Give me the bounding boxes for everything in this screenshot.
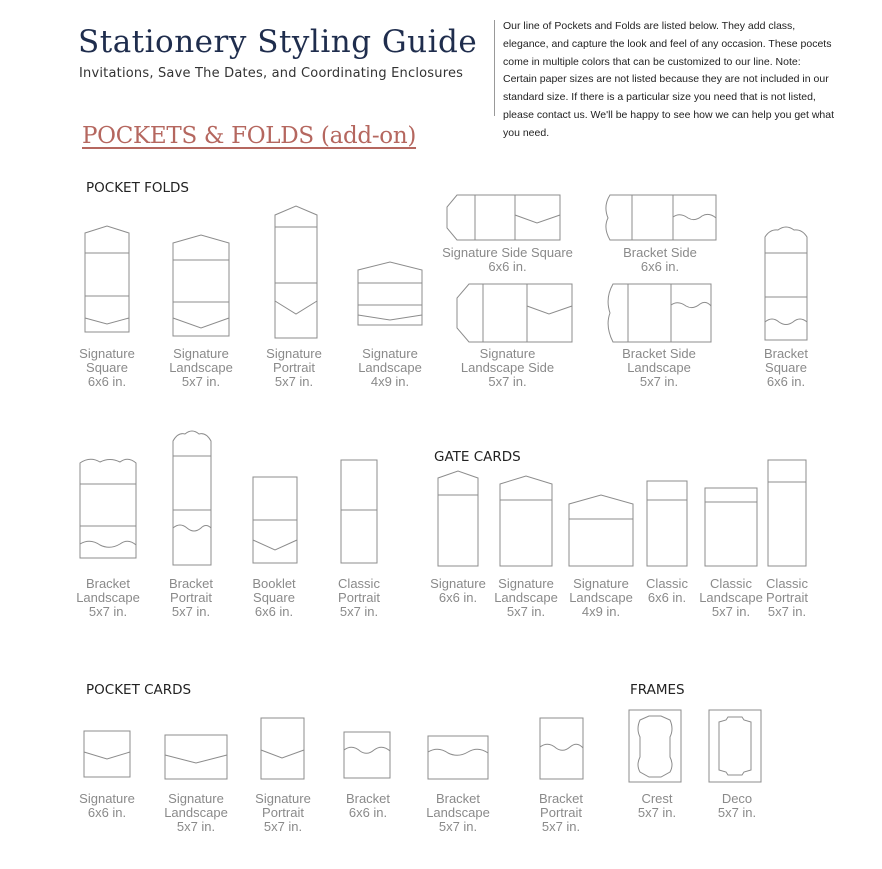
- gate-signature-6x6-diagram: [438, 471, 478, 566]
- classic-portrait-5x7-diagram: [341, 460, 377, 563]
- pocket-folds-heading: POCKET FOLDS: [86, 180, 189, 196]
- signature-square-6x6-diagram: [85, 226, 129, 332]
- section-title: POCKETS & FOLDS (add-on): [82, 123, 417, 149]
- gate-signature-landscape-5x7-diagram: [500, 476, 552, 566]
- caption-bracket-side-landscape: Bracket Side Landscape 5x7 in.: [622, 346, 696, 389]
- caption-bracket-portrait: Bracket Portrait 5x7 in.: [168, 576, 214, 619]
- caption-bracket-landscape: Bracket Landscape 5x7 in.: [76, 576, 140, 619]
- caption-signature-landscape-4x9: Signature Landscape 4x9 in.: [358, 346, 422, 389]
- signature-landscape-4x9-diagram: [358, 262, 422, 325]
- caption-gate-signature-landscape-4x9: Signature Landscape 4x9 in.: [569, 576, 633, 619]
- frame-deco-diagram: [709, 710, 761, 782]
- signature-landscape-side-5x7-diagram: [457, 284, 572, 342]
- caption-signature-landscape-side: Signature Landscape Side 5x7 in.: [460, 346, 555, 389]
- intro-paragraph: Our line of Pockets and Folds are listed below. They add class, elegance, and capture the look and feel of any occasion. These pocets come in multiple colors that can be customized to our line. Note: Certain paper sizes are not listed because they are not included in our standard size. If there is a particular size you need that is not listed, please contact us. We'll be happy to see how we can help you get what you need.: [503, 20, 835, 139]
- signature-landscape-5x7-diagram: [173, 235, 229, 336]
- pocket-card-bracket-portrait-5x7-diagram: [540, 718, 583, 779]
- bracket-side-6x6-diagram: [606, 195, 716, 240]
- caption-frame-deco: Deco 5x7 in.: [717, 791, 757, 820]
- frame-crest-diagram: [629, 710, 681, 782]
- booklet-square-6x6-diagram: [253, 477, 297, 563]
- pocket-card-signature-landscape-5x7-diagram: [165, 735, 227, 779]
- bracket-square-6x6-diagram: [765, 227, 807, 340]
- caption-pocket-card-bracket-6x6: Bracket 6x6 in.: [345, 791, 391, 820]
- caption-pocket-card-signature-portrait: Signature Portrait 5x7 in.: [255, 791, 311, 834]
- caption-bracket-square: Bracket Square 6x6 in.: [763, 346, 809, 389]
- frames-heading: FRAMES: [630, 682, 685, 698]
- pocket-card-bracket-landscape-5x7-diagram: [428, 736, 488, 779]
- caption-gate-classic-landscape-5x7: Classic Landscape 5x7 in.: [699, 576, 763, 619]
- caption-gate-classic-portrait-5x7: Classic Portrait 5x7 in.: [766, 576, 808, 619]
- caption-frame-crest: Crest 5x7 in.: [637, 791, 677, 820]
- gate-classic-6x6-diagram: [647, 481, 687, 566]
- page-title: Stationery Styling Guide: [78, 24, 478, 60]
- gate-signature-landscape-4x9-diagram: [569, 495, 633, 566]
- page-subtitle: Invitations, Save The Dates, and Coordinating Enclosures: [79, 66, 464, 81]
- bracket-portrait-5x7-diagram: [173, 431, 211, 565]
- caption-gate-signature-6x6: Signature 6x6 in.: [430, 576, 486, 605]
- caption-signature-landscape-5x7: Signature Landscape 5x7 in.: [169, 346, 233, 389]
- caption-bracket-side: Bracket Side 6x6 in.: [623, 245, 697, 274]
- gate-cards-heading: GATE CARDS: [434, 449, 521, 465]
- caption-signature-square: Signature Square 6x6 in.: [79, 346, 135, 389]
- signature-side-square-6x6-diagram: [447, 195, 560, 240]
- caption-pocket-card-bracket-portrait: Bracket Portrait 5x7 in.: [538, 791, 584, 834]
- pocket-cards-heading: POCKET CARDS: [86, 682, 192, 698]
- bracket-landscape-5x7-diagram: [80, 459, 136, 558]
- pocket-card-bracket-6x6-diagram: [344, 732, 390, 778]
- caption-gate-signature-landscape-5x7: Signature Landscape 5x7 in.: [494, 576, 558, 619]
- caption-pocket-card-signature-landscape: Signature Landscape 5x7 in.: [164, 791, 228, 834]
- caption-pocket-card-bracket-landscape: Bracket Landscape 5x7 in.: [426, 791, 490, 834]
- gate-classic-landscape-5x7-diagram: [705, 488, 757, 566]
- caption-signature-side-square: Signature Side Square 6x6 in.: [442, 245, 573, 274]
- caption-pocket-card-signature-6x6: Signature 6x6 in.: [79, 791, 135, 820]
- pocket-card-signature-portrait-5x7-diagram: [261, 718, 304, 779]
- caption-classic-portrait: Classic Portrait 5x7 in.: [338, 576, 380, 619]
- caption-signature-portrait-5x7: Signature Portrait 5x7 in.: [266, 346, 322, 389]
- gate-classic-portrait-5x7-diagram: [768, 460, 806, 566]
- bracket-side-landscape-5x7-diagram: [608, 284, 711, 342]
- caption-gate-classic-6x6: Classic 6x6 in.: [646, 576, 688, 605]
- signature-portrait-5x7-diagram: [275, 206, 317, 338]
- pocket-card-signature-6x6-diagram: [84, 731, 130, 777]
- caption-booklet-square: Booklet Square 6x6 in.: [252, 576, 296, 619]
